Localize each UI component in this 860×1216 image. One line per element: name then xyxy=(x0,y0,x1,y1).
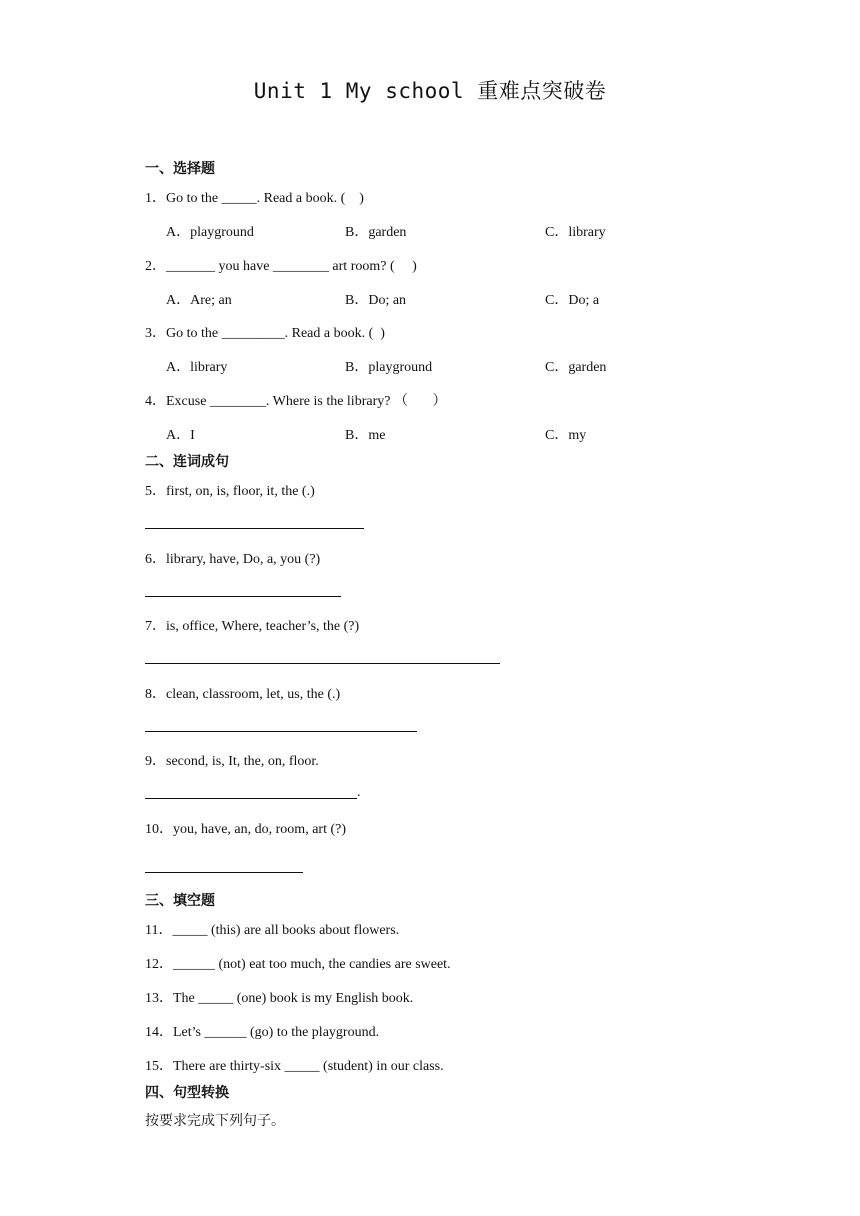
option-c: C．library xyxy=(545,225,606,240)
section-heading-fill-blank: 三、填空题 xyxy=(145,893,215,909)
question-text: 13．The _____ (one) book is my English book. xyxy=(145,991,414,1006)
question-text: 4．Excuse ________. Where is the library? （ ） xyxy=(145,394,447,409)
section-heading-word-order: 二、连词成句 xyxy=(145,454,229,470)
section-heading-choice: 一、选择题 xyxy=(145,161,215,177)
question-text: 8．clean, classroom, let, us, the (.) xyxy=(145,687,341,702)
question-text: 9．second, is, It, the, on, floor. xyxy=(145,754,319,769)
answer-line[interactable] xyxy=(145,798,357,799)
answer-period: . xyxy=(357,785,361,800)
section-heading-sentence-transform: 四、句型转换 xyxy=(145,1085,229,1101)
option-b: B．me xyxy=(345,428,386,443)
option-c: C．garden xyxy=(545,360,607,375)
option-c: C．Do; a xyxy=(545,293,600,308)
answer-line[interactable] xyxy=(145,663,500,664)
question-text: 3．Go to the _________. Read a book. ( ) xyxy=(145,326,385,341)
question-text: 5．first, on, is, floor, it, the (.) xyxy=(145,484,315,499)
answer-line[interactable] xyxy=(145,596,341,597)
question-text: 15．There are thirty-six _____ (student) in our class. xyxy=(145,1059,444,1074)
option-c: C．my xyxy=(545,428,587,443)
question-text: 14．Let’s ______ (go) to the playground. xyxy=(145,1025,380,1040)
question-text: 1．Go to the _____. Read a book. ( ) xyxy=(145,191,364,206)
option-b: B．playground xyxy=(345,360,433,375)
question-text: 7．is, office, Where, teacher’s, the (?) xyxy=(145,619,360,634)
section-instruction: 按要求完成下列句子。 xyxy=(145,1113,285,1129)
option-b: B．garden xyxy=(345,225,407,240)
option-a: A．I xyxy=(166,428,195,443)
option-b: B．Do; an xyxy=(345,293,407,308)
answer-line[interactable] xyxy=(145,872,303,873)
answer-line[interactable] xyxy=(145,731,417,732)
option-a: A．playground xyxy=(166,225,254,240)
option-a: A．Are; an xyxy=(166,293,232,308)
question-text: 6．library, have, Do, a, you (?) xyxy=(145,552,321,567)
question-text: 2．_______ you have ________ art room? ( ) xyxy=(145,259,417,274)
question-text: 11．_____ (this) are all books about flowers. xyxy=(145,923,400,938)
question-text: 12．______ (not) eat too much, the candies are sweet. xyxy=(145,957,451,972)
question-text: 10．you, have, an, do, room, art (?) xyxy=(145,822,346,837)
answer-line[interactable] xyxy=(145,528,364,529)
option-a: A．library xyxy=(166,360,228,375)
page-title: Unit 1 My school 重难点突破卷 xyxy=(253,79,607,103)
